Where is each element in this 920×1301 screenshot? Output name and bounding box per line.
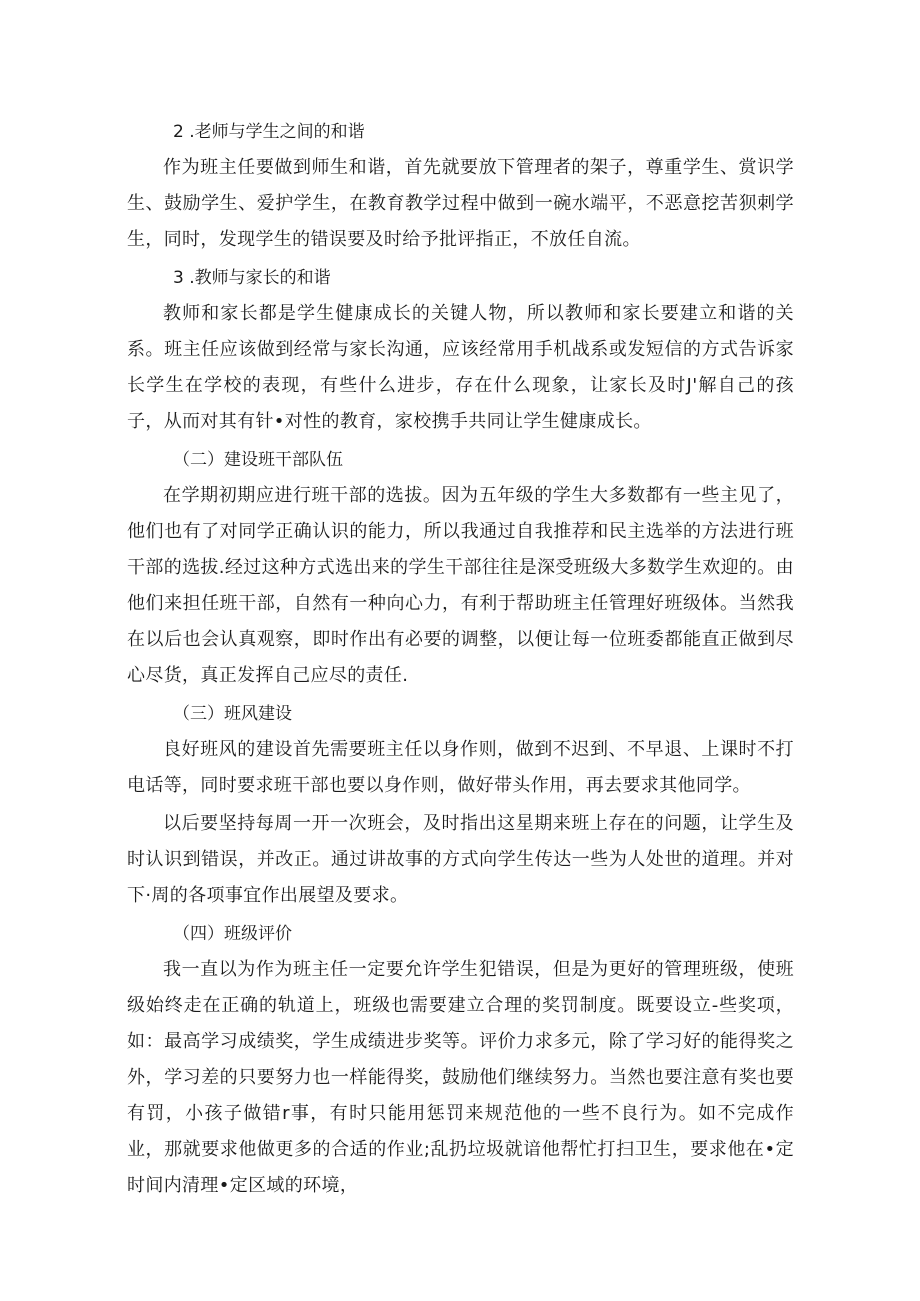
section-heading-teacher-student: 2 .老师与学生之间的和谐 (173, 122, 365, 142)
section-heading-class-evaluation: （四）班级评价 (173, 924, 292, 944)
section-heading-teacher-parent: 3 .教师与家长的和谐 (173, 268, 331, 288)
section-heading-class-spirit: （三）班风建设 (173, 704, 292, 724)
paragraph-class-spirit-1: 良好班风的建设首先需要班主任以身作则，做到不迟到、不早退、上课时不打电话等，同时要求班干部也要以身作则，做好带头作用，再去要求其他同学。 (127, 739, 794, 796)
paragraph-teacher-student: 作为班主任要做到师生和谐，首先就要放下管理者的架子，尊重学生、赏识学生、鼓励学生、爱护学生，在教育教学过程中做到一碗水端平，不恶意挖苦狈刺学生，同时，发现学生的错误要及时给予批评指正，不放任自流。 (127, 157, 794, 250)
document-body (127, 114, 794, 1204)
paragraph-class-spirit-2: 以后要坚持每周一开一次班会，及时指出这星期来班上存在的问题，让学生及时认识到错误，并改正。通过讲故事的方式向学生传达一些为人处世的道理。并对下·周的各项事宜作出展望及要求。 (127, 813, 794, 906)
paragraph-teacher-parent: 教师和家长都是学生健康成长的关键人物，所以教师和家长要建立和谐的关系。班主任应该做到经常与家长沟通，应该经常用手机战系或发短信的方式告诉家长学生在学校的表现，有些什么进步，存在什么现象，让家长及时J'解自己的孩子，从而对其有针•对性的教育，家校携手共同让学生健康成长。 (127, 303, 794, 432)
paragraph-class-cadres: 在学期初期应进行班干部的选拔。因为五年级的学生大多数都有一些主见了，他们也有了对同学正确认识的能力，所以我通过自我推荐和民主选举的方法进行班干部的选拔.经过这种方式选出来的学生干部往往是深受班级大多数学生欢迎的。由他们来担任班干部，自然有一种向心力，有利于帮助班主任管理好班级体。当然我在以后也会认真观察，即时作出有必要的调整，以便让每一位班委都能直正做到尽心尽货，真正发挥自己应尽的责任. (127, 485, 794, 686)
paragraph-class-evaluation: 我一直以为作为班主任一定要允许学生犯错误，但是为更好的管理班级，使班级始终走在正确的轨道上，班级也需要建立合理的奖罚制度。既要设立-些奖项，如：最高学习成绩奖，学生成绩进步奖等。评价力求多元，除了学习好的能得奖之外，学习差的只要努力也一样能得奖，鼓励他们继续努力。当然也要注意有奖也要有罚，小孩子做错r事，有时只能用惩罚来规范他的一些不良行为。如不完成作业，那就要求他做更多的合适的作业;乱扔垃圾就谙他帮忙打扫卫生，要求他在•定时间内清理•定区域的环境， (127, 959, 794, 1196)
section-heading-class-cadres: （二）建设班干部队伍 (173, 450, 343, 470)
